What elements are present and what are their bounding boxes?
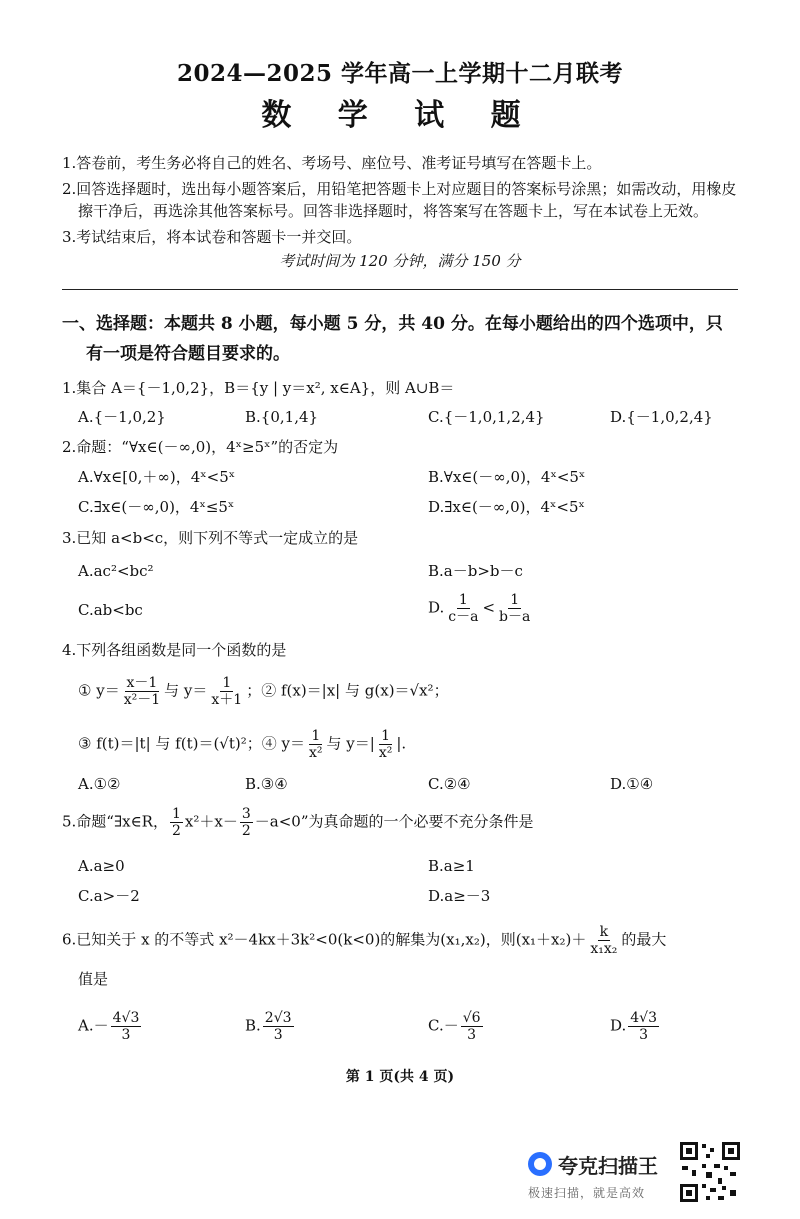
- fraction: $\frac{1}{b-a}$: [499, 592, 531, 625]
- q2-option-c: C.∃x∈(－∞,0)，4ˣ≤5ˣ: [78, 498, 235, 516]
- q5-option-b: B.a≥1: [428, 857, 475, 875]
- fraction: $\frac{3}{2}$: [241, 806, 251, 839]
- q1-option-d: D.{－1,0,2,4}: [610, 408, 713, 426]
- scanner-slogan: 极速扫描，就是高效: [528, 1186, 646, 1200]
- q3-stem: 3.已知 a<b<c，则下列不等式一定成立的是: [62, 529, 359, 547]
- q4-option-a: A.①②: [78, 775, 121, 793]
- section-heading-cont: 有一项是符合题目要求的。: [86, 344, 290, 364]
- q6-stem: 6.已知关于 x 的不等式 x²－4kx＋3k²<0(k<0)的解集为(x₁,x₂)，则(x₁＋x₂)＋ $\frac{k}{\text{x₁x₂}}$ 的最大: [62, 924, 667, 957]
- q2-option-a: A.∀x∈[0,＋∞)，4ˣ<5ˣ: [78, 468, 236, 486]
- q2-option-d: D.∃x∈(－∞,0)，4ˣ<5ˣ: [428, 498, 585, 516]
- fraction: $\frac{k}{\text{x₁x₂}}$: [590, 924, 618, 957]
- scanner-name: 夸克扫描王: [558, 1154, 658, 1178]
- q3-option-d: D. $\frac{1}{c-a}$ < $\frac{1}{b-a}$: [428, 592, 531, 625]
- q3-option-c: C.ab<bc: [78, 601, 143, 619]
- note-1: 1.答卷前，考生务必将自己的姓名、考场号、座位号、准考证号填写在答题卡上。: [62, 154, 602, 172]
- note-2-cont: 擦干净后，再选涂其他答案标号。回答非选择题时，将答案写在答题卡上，写在本试卷上无效。: [78, 202, 709, 220]
- exam-title: 2024—2025 学年高一上学期十二月联考: [176, 60, 624, 87]
- q1-option-a: A.{－1,0,2}: [78, 408, 166, 426]
- q5-option-d: D.a≥－3: [428, 887, 491, 905]
- page-number: 第 1 页(共 4 页): [345, 1069, 455, 1085]
- q5-stem: 5.命题“∃x∈R， $\frac{1}{2}$ x²＋x－ $\frac{3}{2}$ －a<0”为真命题的一个必要不充分条件是: [62, 806, 534, 839]
- q6-option-a: A.－ $\frac{4√3}{3}$: [78, 1010, 140, 1043]
- fraction: $\frac{4√3}{3}$: [112, 1010, 140, 1043]
- exam-time: 考试时间为 120 分钟，满分 150 分: [279, 252, 521, 270]
- q1-option-b: B.{0,1,4}: [245, 408, 319, 426]
- scanner-watermark: [528, 1148, 668, 1208]
- q4-option-b: B.③④: [245, 775, 288, 793]
- qr-code-icon: [678, 1140, 742, 1204]
- q1-option-c: C.{－1,0,1,2,4}: [428, 408, 545, 426]
- q1-stem: 1.集合 A＝{－1,0,2}，B＝{y | y＝x², x∈A}，则 A∪B＝: [62, 379, 455, 397]
- fraction: $\frac{1}{\text{x²}}$: [309, 728, 323, 761]
- fraction: $\frac{1}{\text{x²}}$: [378, 728, 393, 761]
- q4-pair-1-2: ① y＝ $\frac{x-1}{\text{x²－1}}$ 与 y＝ $\frac{1}{x+1}$ ；② f(x)＝|x| 与 g(x)＝√x²；: [78, 675, 449, 708]
- q6-option-d: D. $\frac{4√3}{3}$: [610, 1010, 658, 1043]
- q2-stem: 2.命题：“∀x∈(－∞,0)，4ˣ≥5ˣ”的否定为: [62, 438, 339, 456]
- note-3: 3.考试结束后，将本试卷和答题卡一并交回。: [62, 228, 362, 246]
- fraction: $\frac{4√3}{3}$: [630, 1010, 658, 1043]
- q3-option-b: B.a－b>b－c: [428, 562, 523, 580]
- fraction: $\frac{2√3}{3}$: [264, 1010, 292, 1043]
- scanner-logo-icon: [528, 1152, 552, 1176]
- fraction: $\frac{√6}{3}$: [462, 1010, 481, 1043]
- q3-option-a: A.ac²<bc²: [78, 562, 154, 580]
- note-2: 2.回答选择题时，选出每小题答案后，用铅笔把答题卡上对应题目的答案标号涂黑；如需改动，用橡皮: [62, 180, 737, 198]
- q4-option-d: D.①④: [610, 775, 654, 793]
- q6-stem-cont: 值是: [78, 970, 109, 988]
- fraction: $\frac{1}{x+1}$: [211, 675, 243, 708]
- q5-option-a: A.a≥0: [78, 857, 125, 875]
- section-heading: 一、选择题：本题共 8 小题，每小题 5 分，共 40 分。在每小题给出的四个选项中，只: [62, 314, 723, 334]
- fraction: $\frac{1}{c-a}$: [448, 592, 479, 625]
- q4-pair-3-4: ③ f(t)＝|t| 与 f(t)＝(√t)²；④ y＝ $\frac{1}{\text{x²}}$ 与 y＝| $\frac{1}{\text{x²}}$ |.: [78, 728, 407, 761]
- q6-option-c: C.－ $\frac{√6}{3}$: [428, 1010, 481, 1043]
- fraction: $\frac{1}{2}$: [171, 806, 181, 839]
- q4-stem: 4.下列各组函数是同一个函数的是: [62, 641, 287, 659]
- q4-option-c: C.②④: [428, 775, 471, 793]
- divider: [62, 289, 738, 290]
- q5-option-c: C.a>－2: [78, 887, 140, 905]
- q6-option-b: B. $\frac{2√3}{3}$: [245, 1010, 292, 1043]
- q2-option-b: B.∀x∈(－∞,0)，4ˣ<5ˣ: [428, 468, 586, 486]
- fraction: $\frac{x-1}{\text{x²－1}}$: [123, 675, 161, 708]
- subject-title: 数 学 试 题: [261, 98, 539, 133]
